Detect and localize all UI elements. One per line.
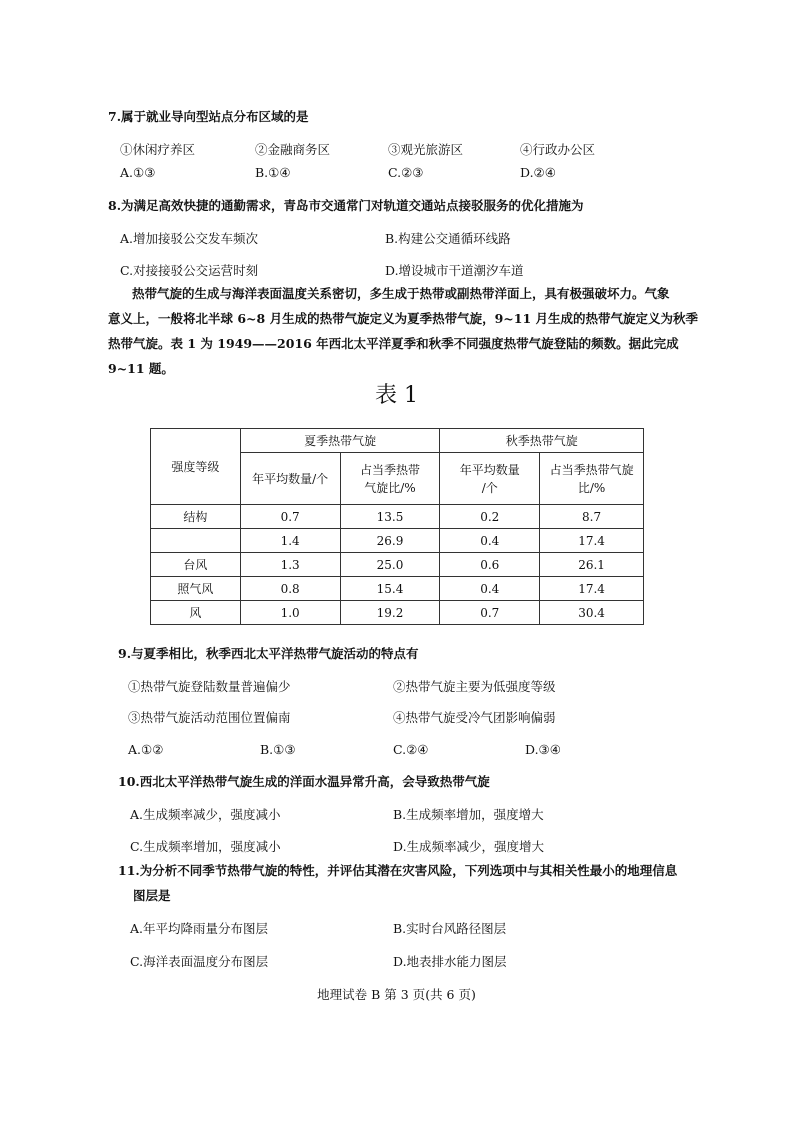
table-cell: 17.4 [540,577,644,601]
table-cell: 25.0 [340,553,440,577]
table-subheader-autumn-count [440,453,540,505]
table-subheader-summer-count: 年平均数量/个 [240,453,340,505]
passage-line-1: 热带气旋的生成与海洋表面温度关系密切，多生成于热带或副热带洋面上，具有极强破坏力。气象 [132,286,670,301]
table-cell: 0.4 [440,577,540,601]
q7-item-1: ①休闲疗养区 [120,142,196,157]
frequency-table [150,428,644,625]
table-cell: 0.8 [240,577,340,601]
q9-stem: 9.与夏季相比，秋季西北太平洋热带气旋活动的特点有 [118,646,419,661]
ratio-label-line-2: 气旋比/% [364,480,416,495]
q10-option-c: C.生成频率增加，强度减小 [130,839,281,854]
q10-option-b: B.生成频率增加，强度增大 [393,807,544,822]
q11-option-a: A.年平均降雨量分布图层 [130,921,269,936]
q9-option-d: D.③④ [525,742,561,757]
table-cell: 13.5 [340,505,440,529]
table-cell: 0.2 [440,505,540,529]
q7-option-d: D.②④ [520,165,556,180]
q9-item-1: ①热带气旋登陆数量普遍偏少 [128,679,291,694]
table-cell: 风 [151,601,241,625]
q10-stem: 10.西北太平洋热带气旋生成的洋面水温异常升高，会导致热带气旋 [118,774,490,789]
q8-stem: 8.为满足高效快捷的通勤需求，青岛市交通常门对轨道交通站点接驳服务的优化措施为 [108,198,584,213]
table-title: 表 1 [375,383,418,408]
table-row [151,529,644,553]
q7-option-b: B.①④ [255,165,291,180]
table-cell: 1.4 [240,529,340,553]
q8-option-b: B.构建公交通循环线路 [385,231,511,246]
table-corner: 强度等级 [151,429,241,505]
q8-option-c: C.对接接驳公交运营时刻 [120,263,259,278]
table-cell: 照气风 [151,577,241,601]
q11-option-d: D.地表排水能力图层 [393,954,507,969]
q10-option-d: D.生成频率减少，强度增大 [393,839,545,854]
q11-option-c: C.海洋表面温度分布图层 [130,954,269,969]
ratio-label-line-1: 占当季热带气旋 [549,462,634,477]
q11-stem: 11.为分析不同季节热带气旋的特性，并评估其潜在灾害风险，下列选项中与其相关性最小的地理信息 [118,863,678,878]
table-cell: 15.4 [340,577,440,601]
table-cell: 1.3 [240,553,340,577]
table-header-summer: 夏季热带气旋 [240,429,440,453]
count-label-line-1: 年平均数量 [459,462,520,477]
count-label-line-2: /个 [481,480,498,495]
passage-line-3: 热带气旋。表 1 为 1949——2016 年西北太平洋夏季和秋季不同强度热带气旋登陆的频数。据此完成 [108,336,679,351]
table-cell: 26.1 [540,553,644,577]
q7-item-2: ②金融商务区 [255,142,331,157]
table-row [151,601,644,625]
passage-line-4: 9~11 题。 [108,361,174,376]
table-row [151,577,644,601]
q10-option-a: A.生成频率减少，强度减小 [130,807,281,822]
ratio-label-line-1: 占当季热带 [359,462,420,477]
q9-option-b: B.①③ [260,742,296,757]
table-cell: 0.7 [440,601,540,625]
table-cell: 0.4 [440,529,540,553]
ratio-label-line-2: 比/% [577,480,606,495]
table-subheader-summer-ratio [340,453,440,505]
table-cell: 结构 [151,505,241,529]
table-cell: 17.4 [540,529,644,553]
q7-item-3: ③观光旅游区 [388,142,464,157]
table-row [151,505,644,529]
table-cell: 19.2 [340,601,440,625]
table-cell: 0.7 [240,505,340,529]
page-footer: 地理试卷 B 第 3 页(共 6 页) [317,987,476,1002]
q7-item-4: ④行政办公区 [520,142,596,157]
q9-option-c: C.②④ [393,742,429,757]
table-row [151,553,644,577]
q7-option-c: C.②③ [388,165,424,180]
q7-option-a: A.①③ [120,165,156,180]
table-cell: 1.0 [240,601,340,625]
table-cell: 26.9 [340,529,440,553]
table-cell: 台风 [151,553,241,577]
q9-option-a: A.①② [128,742,164,757]
q11-stem-continued: 图层是 [133,888,171,903]
table-cell [151,529,241,553]
q9-item-4: ④热带气旋受冷气团影响偏弱 [393,710,556,725]
table-header-autumn: 秋季热带气旋 [440,429,644,453]
q8-option-a: A.增加接驳公交发车频次 [120,231,259,246]
passage-line-2: 意义上，一般将北半球 6~8 月生成的热带气旋定义为夏季热带气旋，9~11 月生成的热带气旋定义为秋季 [108,311,698,326]
q8-option-d: D.增设城市干道潮汐车道 [385,263,524,278]
q9-item-2: ②热带气旋主要为低强度等级 [393,679,556,694]
q7-stem: 7.属于就业导向型站点分布区域的是 [108,109,309,124]
table-cell: 30.4 [540,601,644,625]
q11-option-b: B.实时台风路径图层 [393,921,507,936]
q9-item-3: ③热带气旋活动范围位置偏南 [128,710,291,725]
table-cell: 8.7 [540,505,644,529]
table-cell: 0.6 [440,553,540,577]
table-subheader-autumn-ratio [540,453,644,505]
